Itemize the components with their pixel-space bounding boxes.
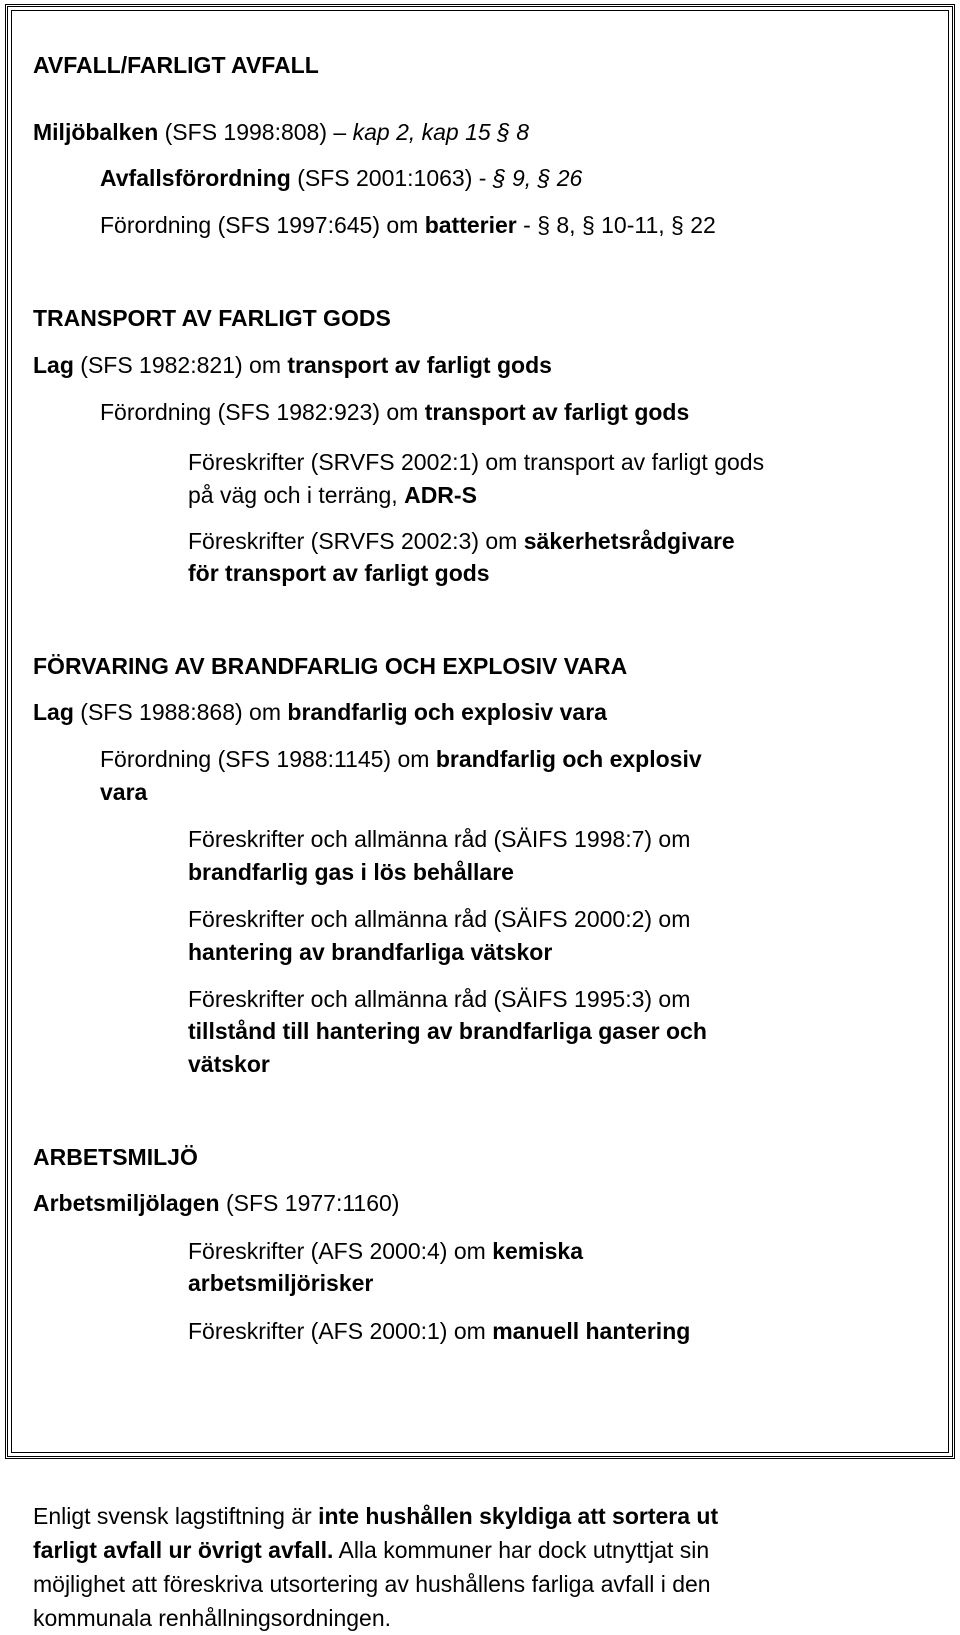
law-environmental-code: Miljöbalken (SFS 1998:808) – kap 2, kap 15 § 8 — [33, 119, 530, 145]
regulation-manual-handling: Föreskrifter (AFS 2000:1) om manuell hantering — [188, 1318, 691, 1344]
regulation-safety-advisor-line2: för transport av farligt gods — [188, 560, 490, 586]
regulation-permit-line3: vätskor — [188, 1051, 270, 1077]
ordinance-flammable-line1: Förordning (SFS 1988:1145) om brandfarlig och explosiv — [100, 746, 702, 772]
regulation-safety-advisor-line1: Föreskrifter (SRVFS 2002:3) om säkerhetsrådgivare — [188, 528, 735, 554]
ordinance-waste: Avfallsförordning (SFS 2001:1063) - § 9, § 26 — [100, 165, 583, 191]
ordinance-transport: Förordning (SFS 1982:923) om transport av farligt gods — [100, 399, 690, 425]
section-heading-waste: AVFALL/FARLIGT AVFALL — [33, 52, 319, 78]
ordinance-flammable-line2: vara — [100, 779, 148, 805]
section-heading-transport: TRANSPORT AV FARLIGT GODS — [33, 305, 391, 331]
regulation-permit-line2: tillstånd till hantering av brandfarliga gaser och — [188, 1018, 707, 1044]
regulation-gas-line1: Föreskrifter och allmänna råd (SÄIFS 1998:7) om — [188, 826, 691, 852]
section-heading-work-environment: ARBETSMILJÖ — [33, 1144, 198, 1170]
regulation-adr-s-line2: på väg och i terräng, ADR-S — [188, 482, 477, 508]
regulation-chemical-line1: Föreskrifter (AFS 2000:4) om kemiska — [188, 1238, 584, 1264]
regulation-liquids-line1: Föreskrifter och allmänna råd (SÄIFS 2000:2) om — [188, 906, 691, 932]
regulation-gas-line2: brandfarlig gas i lös behållare — [188, 859, 514, 885]
regulation-chemical-line2: arbetsmiljörisker — [188, 1270, 374, 1296]
footer-line3: möjlighet att föreskriva utsortering av hushållens farliga avfall i den — [33, 1571, 711, 1597]
regulation-permit-line1: Föreskrifter och allmänna råd (SÄIFS 1995:3) om — [188, 986, 691, 1012]
law-transport: Lag (SFS 1982:821) om transport av farligt gods — [33, 352, 552, 378]
footer-line4: kommunala renhållningsordningen. — [33, 1605, 392, 1631]
ordinance-batteries: Förordning (SFS 1997:645) om batterier - § 8, § 10-11, § 22 — [100, 212, 716, 238]
regulation-adr-s-line1: Föreskrifter (SRVFS 2002:1) om transport av farligt gods — [188, 449, 765, 475]
law-work-environment: Arbetsmiljölagen (SFS 1977:1160) — [33, 1190, 400, 1216]
footer-note — [33, 1499, 913, 1635]
regulation-liquids-line2: hantering av brandfarliga vätskor — [188, 939, 553, 965]
footer-line1: Enligt svensk lagstiftning är inte hushållen skyldiga att sortera ut — [33, 1503, 719, 1529]
section-heading-storage: FÖRVARING AV BRANDFARLIG OCH EXPLOSIV VARA — [33, 653, 628, 679]
footer-line2: farligt avfall ur övrigt avfall. Alla kommuner har dock utnyttjat sin — [33, 1537, 710, 1563]
law-flammable-explosive: Lag (SFS 1988:868) om brandfarlig och explosiv vara — [33, 699, 607, 725]
